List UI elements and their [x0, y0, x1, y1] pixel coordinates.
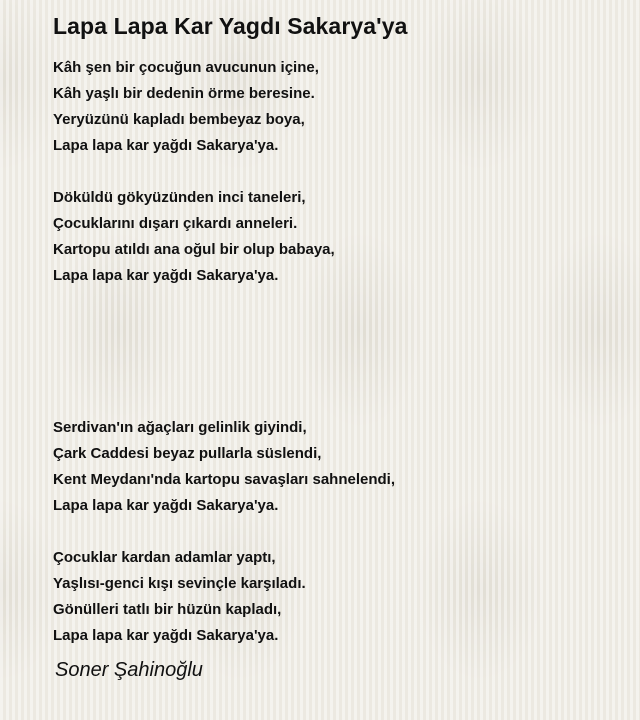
stanza-3: [53, 415, 395, 519]
poem-line: Çark Caddesi beyaz pullarla süslendi,: [53, 445, 322, 462]
poem-line: Çocuklar kardan adamlar yaptı,: [53, 549, 276, 566]
poem-line: Kâh şen bir çocuğun avucunun içine,: [53, 59, 319, 76]
stanza-2: [53, 185, 335, 289]
poem-line: Lapa lapa kar yağdı Sakarya'ya.: [53, 267, 279, 284]
stanza-4: [53, 545, 306, 649]
poem-line: Serdivan'ın ağaçları gelinlik giyindi,: [53, 419, 307, 436]
poem-line: Yaşlısı-genci kışı sevinçle karşıladı.: [53, 575, 306, 592]
poem-line: Lapa lapa kar yağdı Sakarya'ya.: [53, 137, 279, 154]
poem-line: Kartopu atıldı ana oğul bir olup babaya,: [53, 241, 335, 258]
poem-line: Lapa lapa kar yağdı Sakarya'ya.: [53, 497, 279, 514]
poem-title: Lapa Lapa Kar Yagdı Sakarya'ya: [53, 13, 408, 39]
poem-line: Kâh yaşlı bir dedenin örme beresine.: [53, 85, 315, 102]
poem-line: Lapa lapa kar yağdı Sakarya'ya.: [53, 627, 279, 644]
poem-line: Kent Meydanı'nda kartopu savaşları sahnelendi,: [53, 471, 396, 488]
poem-line: Çocuklarını dışarı çıkardı anneleri.: [53, 215, 298, 232]
stanza-1: [53, 55, 319, 159]
poem-line: Döküldü gökyüzünden inci taneleri,: [53, 189, 306, 206]
poem-author: Soner Şahinoğlu: [55, 659, 203, 681]
poem-line: Yeryüzünü kapladı bembeyaz boya,: [53, 111, 305, 128]
poem-line: Gönülleri tatlı bir hüzün kapladı,: [53, 601, 282, 618]
